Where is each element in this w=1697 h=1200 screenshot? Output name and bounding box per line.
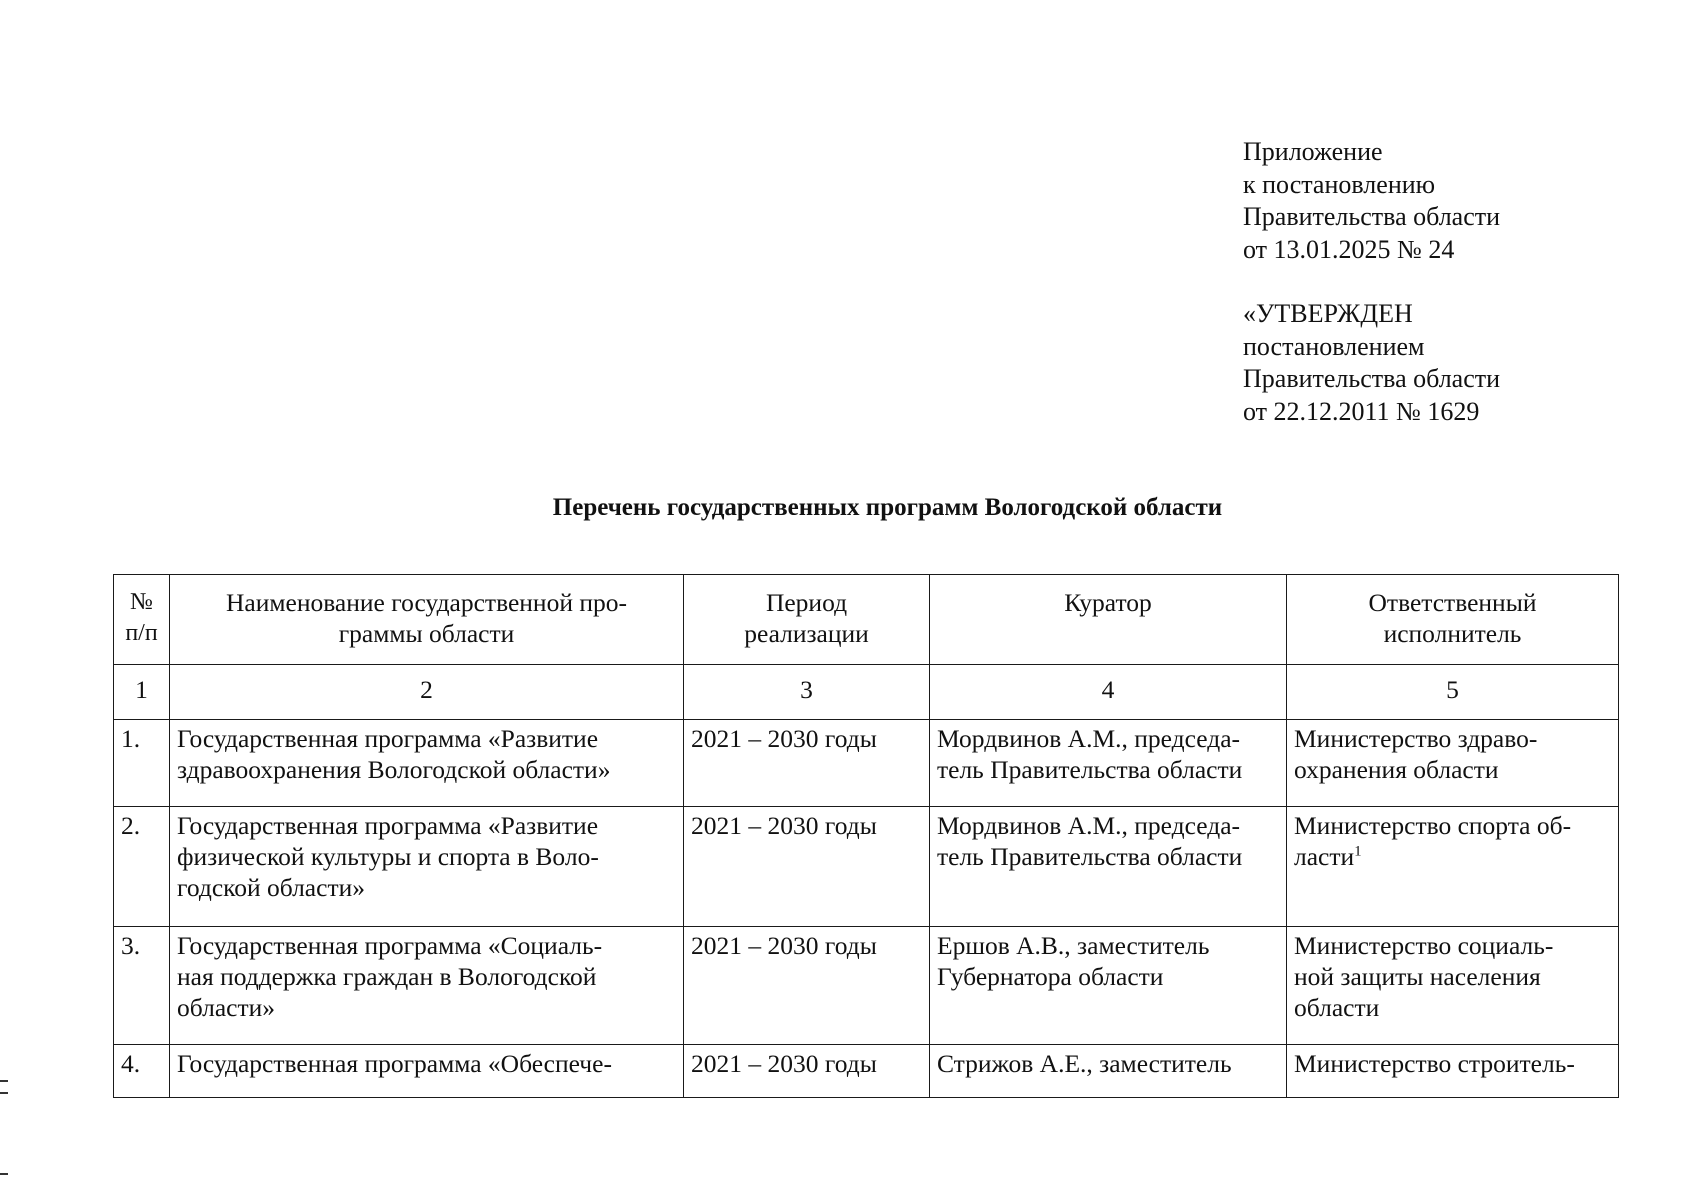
- cell-line: физической культуры и спорта в Воло-: [177, 842, 599, 871]
- cell-line: Министерство здраво-: [1294, 724, 1538, 753]
- program-name: [170, 927, 684, 1045]
- header-line: п/п: [125, 620, 158, 646]
- table-row: [114, 807, 1619, 927]
- program-curator: [930, 927, 1287, 1045]
- program-executor: [1287, 720, 1619, 807]
- cell-line: [1294, 841, 1611, 872]
- table-row: [114, 720, 1619, 807]
- document-title: Перечень государственных программ Вологодской области: [552, 494, 1223, 521]
- cell-text: ласти: [1294, 842, 1355, 871]
- approval-line: к постановлению: [1243, 169, 1436, 199]
- header-line: Наименование государственной про-: [226, 588, 627, 617]
- scan-artifact: [0, 1092, 8, 1094]
- header-curator: [930, 575, 1287, 665]
- cell-line: тель Правительства области: [937, 842, 1243, 871]
- table-header-row: [114, 575, 1619, 665]
- cell-line: охранения области: [1294, 755, 1499, 784]
- cell-line: тель Правительства области: [937, 755, 1243, 784]
- scan-artifact: [0, 1173, 8, 1175]
- cell-line: здравоохранения Вологодской области»: [177, 755, 611, 784]
- column-index: 4: [930, 665, 1287, 720]
- cell-line: Министерство строитель-: [1294, 1049, 1575, 1078]
- cell-line: Мордвинов А.М., председа-: [937, 724, 1241, 753]
- program-period: 2021 – 2030 годы: [684, 807, 930, 927]
- row-number: 4.: [114, 1045, 170, 1098]
- cell-line: Ершов А.В., заместитель: [937, 931, 1210, 960]
- program-curator: [930, 720, 1287, 807]
- cell-line: ная поддержка граждан в Вологодской: [177, 962, 597, 991]
- header-line: Ответственный: [1368, 588, 1537, 617]
- cell-line: Министерство социаль-: [1294, 931, 1554, 960]
- cell-line: области»: [177, 993, 275, 1022]
- approval-line: Правительства области: [1243, 202, 1501, 231]
- approval-line: от 13.01.2025 № 24: [1243, 234, 1455, 264]
- cell-line: Государственная программа «Обеспече-: [177, 1049, 612, 1078]
- program-period: 2021 – 2030 годы: [684, 720, 930, 807]
- column-index: 5: [1287, 665, 1619, 720]
- program-curator: [930, 807, 1287, 927]
- cell-line: ной защиты населения: [1294, 962, 1541, 991]
- row-number: 2.: [114, 807, 170, 927]
- cell-line: области: [1294, 993, 1380, 1022]
- column-index: 2: [170, 665, 684, 720]
- cell-line: Государственная программа «Развитие: [177, 724, 599, 753]
- program-name: [170, 807, 684, 927]
- program-period: 2021 – 2030 годы: [684, 927, 930, 1045]
- footnote-mark: 1: [1354, 843, 1362, 860]
- header-line: №: [130, 589, 153, 615]
- approval-block: [1243, 136, 1500, 428]
- program-executor: [1287, 1045, 1619, 1098]
- approved-line: «УТВЕРЖДЕН: [1243, 299, 1413, 328]
- cell-line: Государственная программа «Развитие: [177, 811, 599, 840]
- row-number: 3.: [114, 927, 170, 1045]
- header-line: Куратор: [1064, 588, 1152, 617]
- approved-line: от 22.12.2011 № 1629: [1243, 396, 1480, 426]
- column-index-row: [114, 665, 1619, 720]
- header-line: Период: [765, 588, 848, 617]
- program-period: 2021 – 2030 годы: [684, 1045, 930, 1098]
- approval-line: Приложение: [1243, 137, 1383, 166]
- header-period: [684, 575, 930, 665]
- scan-artifact: [0, 1080, 8, 1082]
- header-name: [170, 575, 684, 665]
- cell-line: Министерство спорта об-: [1294, 811, 1572, 840]
- approved-line: постановлением: [1243, 331, 1425, 361]
- header-executor: [1287, 575, 1619, 665]
- cell-line: Губернатора области: [937, 962, 1164, 991]
- table-row: [114, 927, 1619, 1045]
- header-line: реализации: [744, 619, 869, 648]
- program-name: [170, 1045, 684, 1098]
- row-number: 1.: [114, 720, 170, 807]
- header-line: граммы области: [338, 619, 515, 648]
- approval-gap: [1243, 266, 1500, 298]
- table-row: [114, 1045, 1619, 1098]
- program-curator: [930, 1045, 1287, 1098]
- header-line: исполнитель: [1383, 619, 1522, 648]
- approved-line: Правительства области: [1243, 364, 1501, 393]
- cell-line: Стрижов А.Е., заместитель: [937, 1049, 1232, 1078]
- header-num: [114, 575, 170, 665]
- cell-line: Мордвинов А.М., председа-: [937, 811, 1241, 840]
- program-executor: [1287, 927, 1619, 1045]
- program-name: [170, 720, 684, 807]
- cell-line: годской области»: [177, 873, 365, 902]
- column-index: 1: [114, 665, 170, 720]
- program-executor: [1287, 807, 1619, 927]
- column-index: 3: [684, 665, 930, 720]
- cell-line: Государственная программа «Социаль-: [177, 931, 603, 960]
- programs-table: [113, 574, 1619, 1098]
